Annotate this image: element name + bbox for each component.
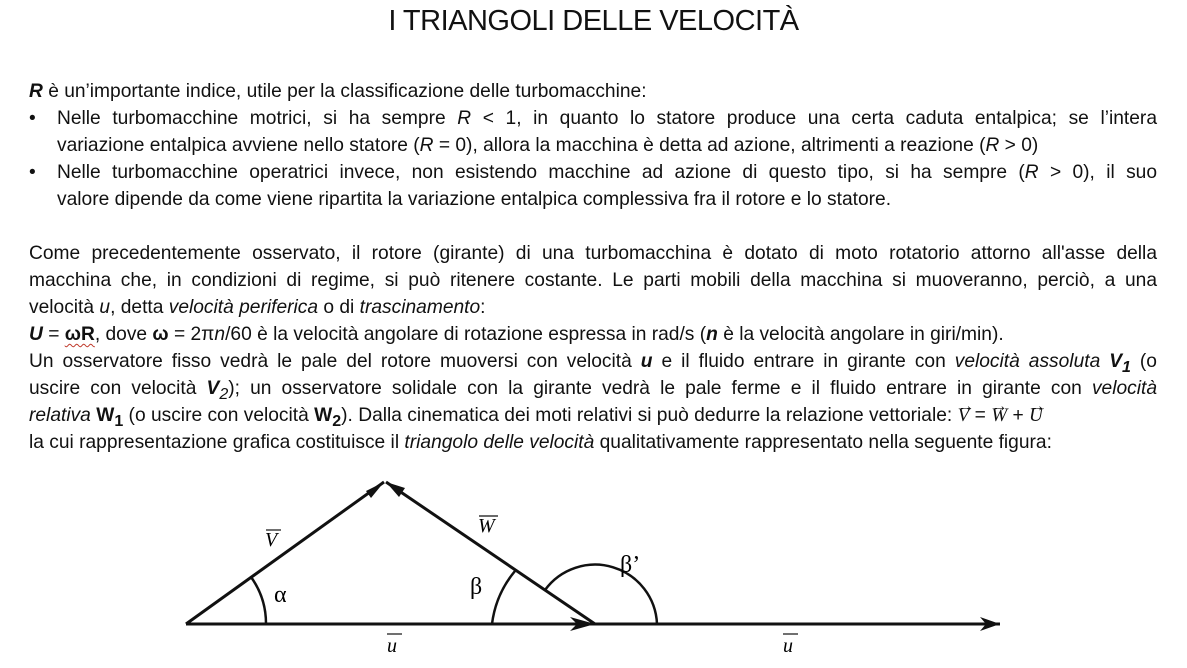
text-span: > 0), il suo (1038, 162, 1158, 183)
document-body (29, 78, 1157, 456)
text-span: velocità (1091, 378, 1157, 399)
text-span: è la velocità angolare in giri/min). (717, 324, 1004, 345)
text-span: qualitativamente rappresentato nella seguente figura: (594, 432, 1052, 453)
text-span: e il fluido entrare in girante con (652, 351, 955, 372)
text-span: o di (318, 297, 360, 318)
symbol-w: W (96, 405, 115, 426)
text-span: velocità (29, 297, 100, 318)
label-u: u (387, 635, 397, 657)
paragraph-line (29, 267, 1157, 294)
paragraph-gap (29, 213, 1157, 240)
text-span: = (969, 405, 992, 426)
list-item-line (57, 105, 1157, 132)
reaction-degree-symbol: R (29, 81, 43, 102)
symbol-r: R (457, 108, 472, 129)
list-item-line (57, 132, 1157, 159)
list-item (29, 105, 1157, 159)
beta-label: β (470, 574, 483, 600)
text-span: relativa (29, 405, 97, 426)
subscript: 2 (219, 385, 229, 403)
text-span: Come precedentemente osservato, il rotore (girante) di una turbomacchina è dotato di moto rotatorio attorno all'asse della (29, 243, 1157, 264)
text-span: trascinamento (359, 297, 481, 318)
text-span: uscire con velocità (29, 378, 207, 399)
angle-alpha-arc (251, 577, 266, 624)
symbol-u: u (99, 297, 111, 318)
label-w: W (478, 515, 495, 537)
symbol-r: R (1024, 162, 1039, 183)
symbol-w: W (314, 405, 333, 426)
symbol-n: n (214, 324, 226, 345)
text-span: velocità assoluta (954, 351, 1110, 372)
text-span: variazione entalpica avviene nello statore ( (57, 135, 420, 156)
alpha-label: α (274, 582, 287, 608)
text-span: (o uscire con velocità (123, 405, 315, 426)
page-title: I TRIANGOLI DELLE VELOCITÀ (388, 5, 799, 37)
symbol-v: V (1109, 351, 1123, 372)
label-v: V (265, 529, 278, 551)
intro-text: è un’importante indice, utile per la classificazione delle turbomacchine: (42, 81, 647, 102)
velocity-triangle-figure (0, 460, 1187, 668)
symbol-r: R (985, 135, 1000, 156)
vector-w: → W (991, 402, 1007, 429)
text-span: = 0), allora la macchina è detta ad azione, altrimenti a reazione ( (433, 135, 986, 156)
text-span: Nelle turbomacchine motrici, si ha sempre (57, 108, 458, 129)
text-span: , detta (110, 297, 169, 318)
symbol-u: U (29, 324, 43, 345)
formula-omega-r: ωR (64, 324, 95, 345)
bullet-icon: • (29, 108, 36, 129)
subscript: 1 (114, 412, 124, 430)
text-span: la cui rappresentazione grafica costituisce il (29, 432, 405, 453)
text-span: = (42, 324, 65, 345)
text-span: macchina che, in condizioni di regime, si può ritenere costante. Le parti mobili della macchina si muoveranno, perciò, a una (29, 270, 1157, 291)
symbol-n: n (706, 324, 718, 345)
text-span: Un osservatore fisso vedrà le pale del rotore muoversi con velocità (29, 351, 641, 372)
arrowhead-icon (366, 482, 384, 498)
list-item-line (57, 159, 1157, 186)
text-span: ). Dalla cinematica dei moti relativi si può dedurre la relazione vettoriale: (341, 405, 958, 426)
angle-beta-arc (492, 571, 515, 624)
vector-v: → V (958, 402, 970, 429)
text-span: = 2π (168, 324, 215, 345)
text-span: > 0) (999, 135, 1039, 156)
paragraph-line (29, 294, 1157, 321)
list-item (29, 159, 1157, 213)
paragraph-line (29, 240, 1157, 267)
text-span: valore dipende da come viene ripartita la variazione entalpica complessiva fra il rotore e lo statore. (57, 189, 892, 210)
relative-velocity-vector (386, 482, 595, 624)
vector-u: → U (1029, 402, 1043, 429)
text-span: /60 è la velocità angolare di rotazione espressa in rad/s ( (225, 324, 707, 345)
text-span: + (1007, 405, 1030, 426)
label-u: u (783, 635, 793, 657)
intro-line (29, 78, 1157, 105)
subscript: 2 (332, 412, 342, 430)
paragraph-line (29, 402, 1157, 429)
symbol-omega: ω (152, 324, 169, 345)
text-span: , dove (94, 324, 153, 345)
formula-line (29, 321, 1157, 348)
symbol-v: V (206, 378, 220, 399)
beta-prime-label: β’ (620, 552, 641, 578)
text-span: velocità periferica (168, 297, 319, 318)
subscript: 1 (1122, 358, 1131, 376)
bullet-icon: • (29, 162, 36, 183)
symbol-r: R (419, 135, 434, 156)
text-span: < 1, in quanto lo statore produce una certa caduta entalpica; se l’intera (471, 108, 1157, 129)
text-span: Nelle turbomacchine operatrici invece, non esistendo macchine ad azione di questo tipo, si ha sempre ( (57, 162, 1025, 183)
symbol-u: u (640, 351, 653, 372)
paragraph-line (29, 429, 1157, 456)
text-span: : (480, 297, 486, 318)
text-span: triangolo delle velocità (404, 432, 595, 453)
paragraph-line (29, 348, 1157, 375)
text-span: ); un osservatore solidale con la girante vedrà le pale ferme e il fluido entrare in girante con (228, 378, 1092, 399)
paragraph-line (29, 375, 1157, 402)
list-item-line (57, 186, 1157, 213)
text-span: (o (1130, 351, 1157, 372)
